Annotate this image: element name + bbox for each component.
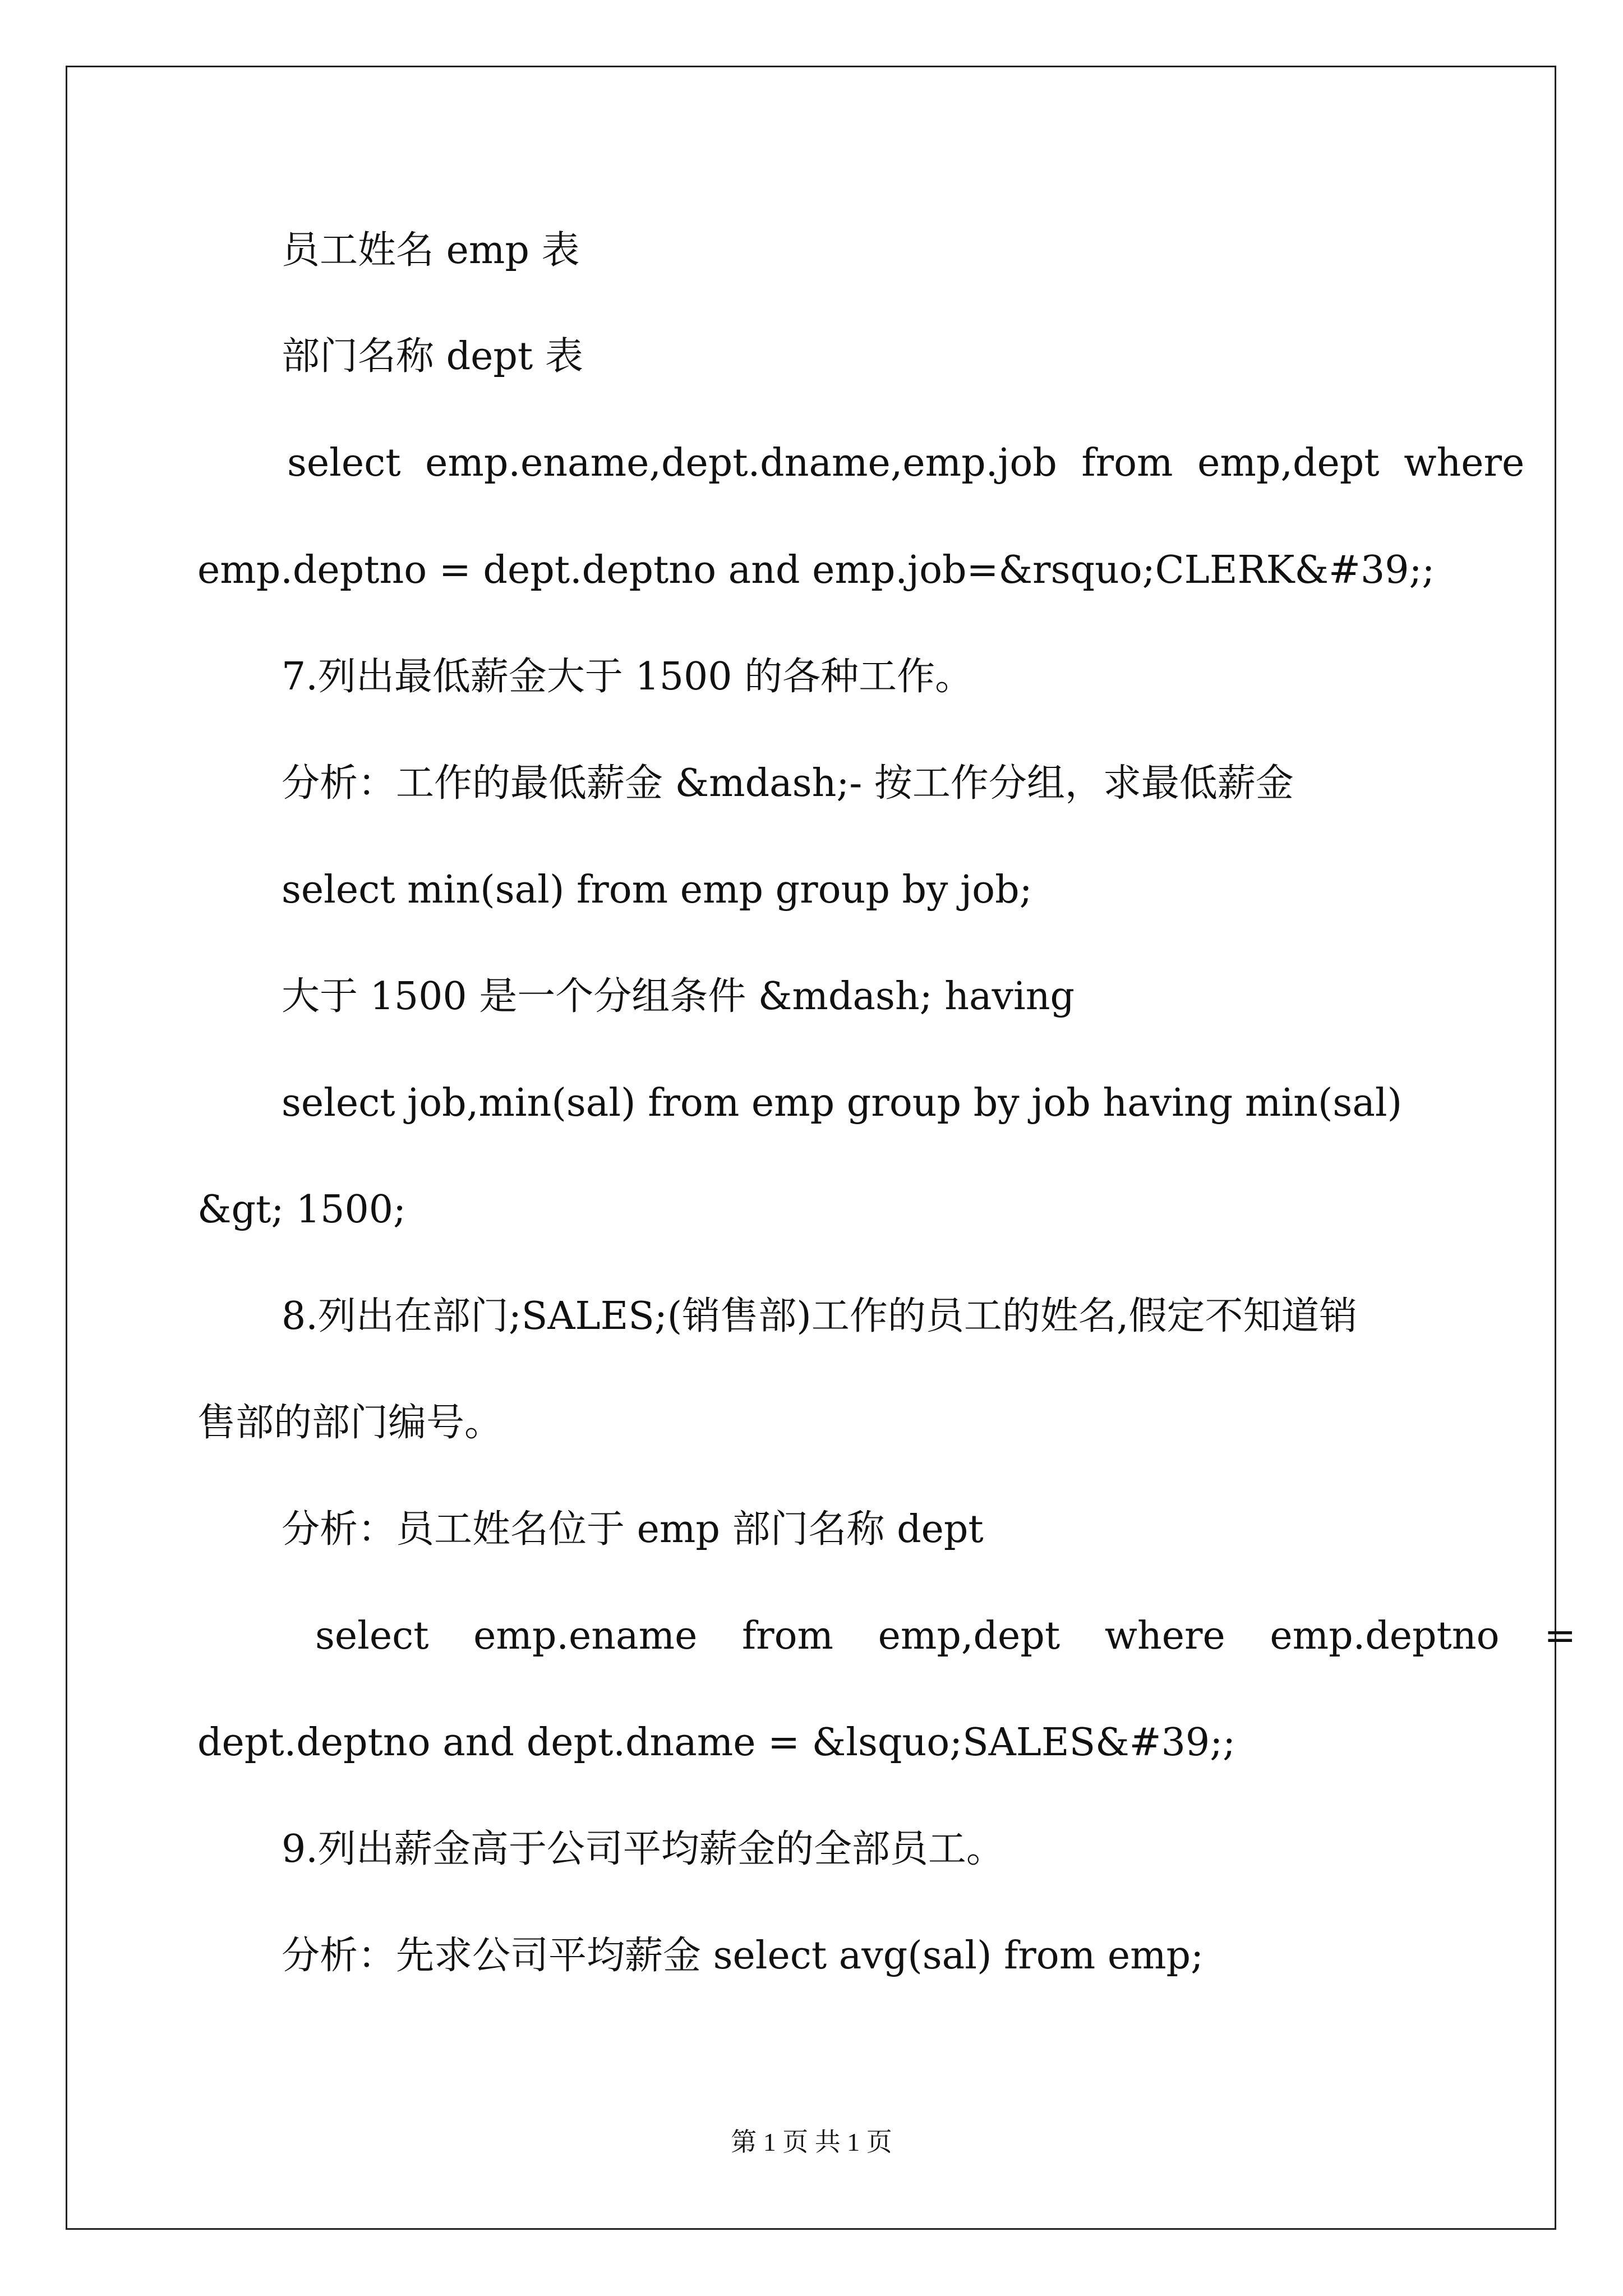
doc-line-14 xyxy=(315,1614,1576,1659)
doc-line-5: 7.列出最低薪金大于 1500 的各种工作。 xyxy=(282,655,974,699)
doc-line-9: select job,min(sal) from emp group by job having min(sal) xyxy=(282,1081,1403,1125)
doc-line-4: emp.deptno = dept.deptno and emp.job=&rsquo;CLERK&#39;; xyxy=(197,548,1435,592)
doc-line-16: 9.列出薪金高于公司平均薪金的全部员工。 xyxy=(282,1827,1004,1871)
doc-line-10: &gt; 1500; xyxy=(197,1188,406,1232)
doc-line-3 xyxy=(287,441,1525,486)
doc-line-15: dept.deptno and dept.dname = &lsquo;SALES&#39;; xyxy=(197,1720,1236,1765)
page-border xyxy=(66,66,1556,2230)
doc-line-13: 分析：员工姓名位于 emp 部门名称 dept xyxy=(282,1507,984,1552)
doc-line-12: 售部的部门编号。 xyxy=(197,1401,503,1445)
page-footer: 第 1 页 共 1 页 xyxy=(731,2128,892,2156)
doc-line-14-text: select emp.ename from emp,dept where emp.deptno = xyxy=(315,1614,1576,1658)
doc-line-1: 员工姓名 emp 表 xyxy=(282,228,580,273)
doc-line-11: 8.列出在部门;SALES;(销售部)工作的员工的姓名,假定不知道销 xyxy=(282,1294,1358,1338)
doc-line-2: 部门名称 dept 表 xyxy=(282,334,583,379)
doc-line-7: select min(sal) from emp group by job; xyxy=(282,868,1032,912)
doc-line-6: 分析：工作的最低薪金 &mdash;- 按工作分组，求最低薪金 xyxy=(282,761,1294,806)
doc-line-3-text: select emp.ename,dept.dname,emp.job from emp,dept where xyxy=(287,441,1525,485)
doc-line-8: 大于 1500 是一个分组条件 &mdash; having xyxy=(282,974,1075,1019)
doc-line-17: 分析：先求公司平均薪金 select avg(sal) from emp; xyxy=(282,1934,1204,1978)
